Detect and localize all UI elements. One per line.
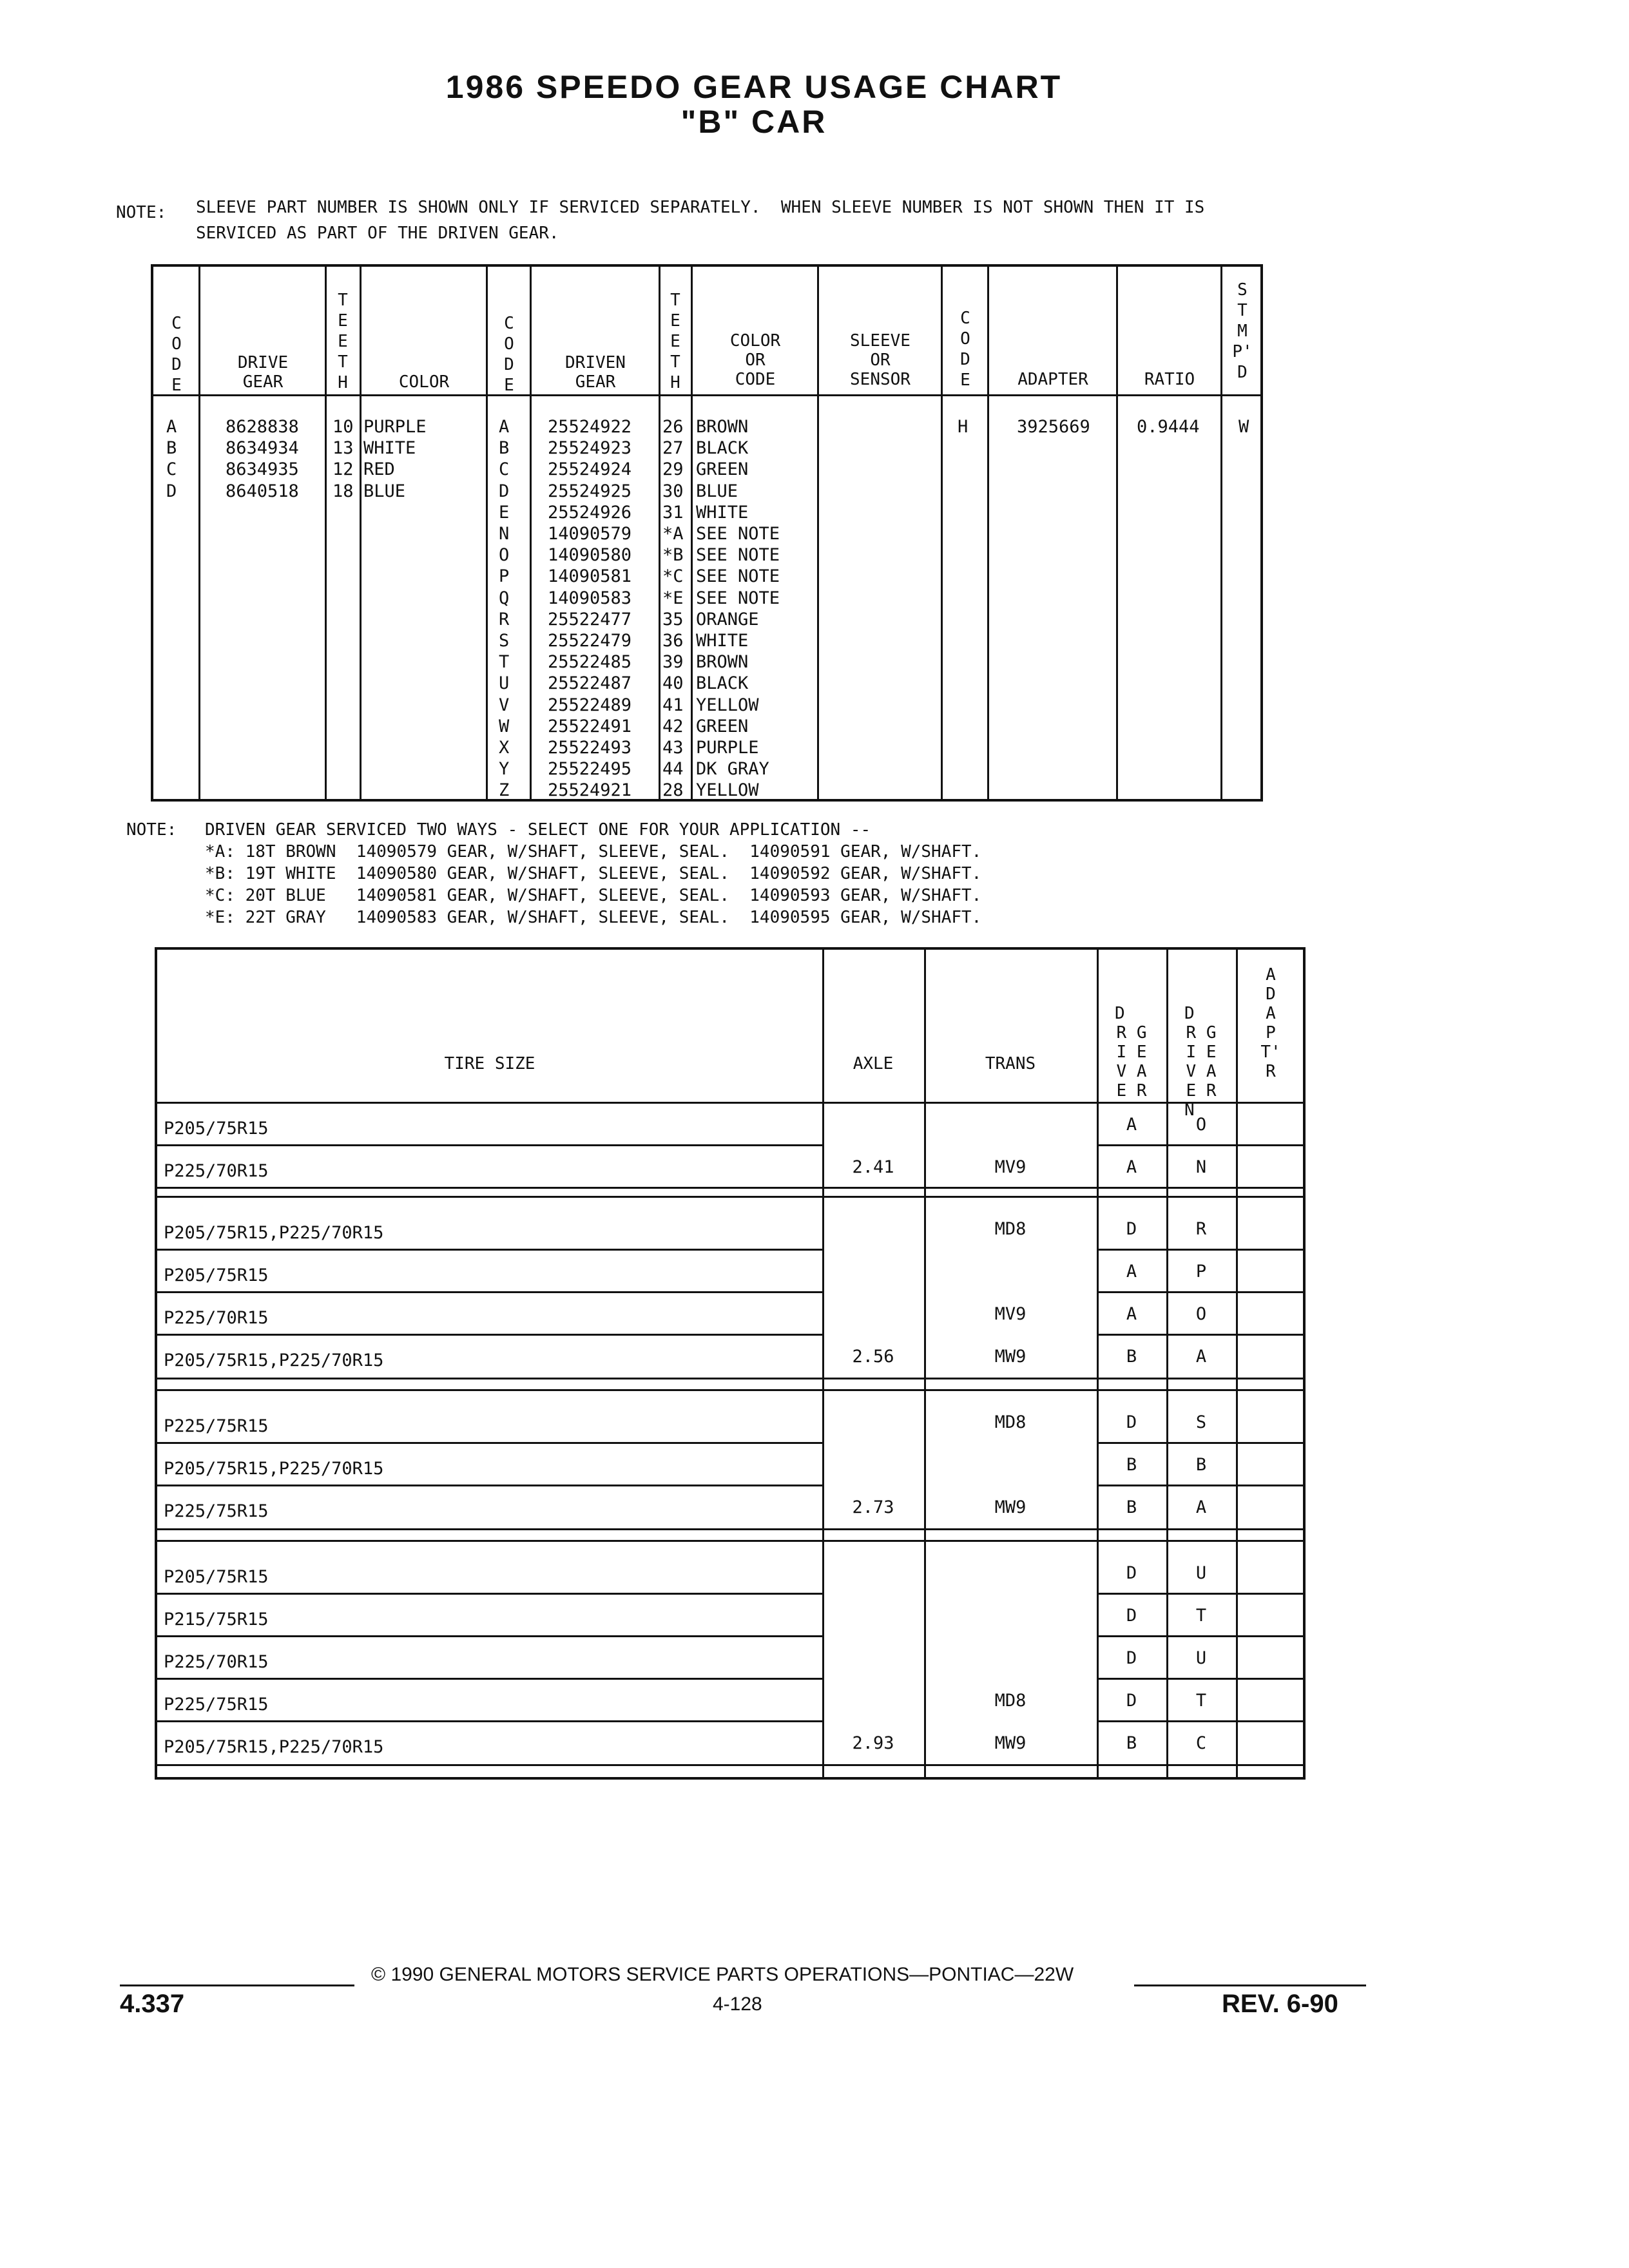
table-cell: 27 (662, 438, 684, 459)
drive-cell: A (1126, 1115, 1137, 1135)
table-cell: RED (363, 459, 395, 480)
drive-cell: B (1126, 1347, 1137, 1367)
table-cell: 8634935 (226, 459, 299, 480)
table-cell: 25522487 (548, 673, 632, 694)
table-cell: 14090580 (548, 545, 632, 566)
table-cell: BLACK (696, 438, 749, 459)
table-cell: E (499, 502, 510, 523)
table-cell: 14090581 (548, 566, 632, 587)
table-cell: 25522479 (548, 631, 632, 651)
driven-cell: U (1195, 1563, 1207, 1583)
driven-cell: O (1195, 1304, 1207, 1324)
table-cell: BLACK (696, 673, 749, 694)
table-cell: 26 (662, 417, 684, 437)
table-cell: SEE NOTE (696, 524, 780, 544)
trans-cell: MD8 (994, 1219, 1027, 1239)
tire-size-cell: P205/75R15 (164, 1567, 269, 1587)
table-cell: 25522489 (548, 695, 632, 715)
trans-cell: MV9 (994, 1157, 1027, 1177)
header-adapter: A D A P T' R (1260, 965, 1281, 1081)
footer-copyright: © 1990 GENERAL MOTORS SERVICE PARTS OPERATIONS—PONTIAC—22W (371, 1964, 1074, 1985)
table-cell: P (499, 566, 510, 587)
tire-size-cell: P205/75R15,P225/70R15 (164, 1223, 384, 1243)
table-cell: 18 (333, 481, 354, 501)
axle-cell: 2.41 (852, 1157, 894, 1177)
tire-size-cell: P205/75R15 (164, 1119, 269, 1139)
drive-cell: D (1126, 1563, 1137, 1583)
adapter-stmpd: W (1239, 417, 1249, 437)
header-stmpd: S T M P' D (1232, 280, 1253, 382)
page-title: 1986 SPEEDO GEAR USAGE CHART (445, 69, 1063, 105)
note2-line-a: *A: 18T BROWN 14090579 GEAR, W/SHAFT, SLEEVE, SEAL. 14090591 GEAR, W/SHAFT. (205, 842, 982, 861)
axle-cell: 2.73 (852, 1497, 894, 1517)
header-color-1: COLOR (398, 372, 450, 392)
tire-size-cell: P225/70R15 (164, 1308, 269, 1328)
tire-size-cell: P205/75R15,P225/70R15 (164, 1737, 384, 1757)
table-cell: 25522491 (548, 716, 632, 736)
table-cell: SEE NOTE (696, 588, 780, 608)
table-cell: N (499, 524, 510, 544)
driven-cell: S (1195, 1412, 1207, 1432)
table-cell: *A (662, 524, 684, 544)
trans-cell: MW9 (994, 1733, 1027, 1753)
table-cell: SEE NOTE (696, 566, 780, 587)
table-cell: *E (662, 588, 684, 608)
header-drive-gear: D R G I E V A E R (1115, 1004, 1147, 1100)
drive-cell: D (1126, 1219, 1137, 1239)
table-cell: 42 (662, 716, 684, 736)
table-cell: Y (499, 759, 510, 780)
table-cell: 36 (662, 631, 684, 651)
driven-cell: T (1195, 1606, 1207, 1626)
adapter-code: H (958, 417, 969, 437)
drive-cell: A (1126, 1304, 1137, 1324)
header-driven-gear: DRIVEN GEAR (565, 353, 626, 392)
tire-size-cell: P225/70R15 (164, 1652, 269, 1672)
note-line-1: SLEEVE PART NUMBER IS SHOWN ONLY IF SERVICED SEPARATELY. WHEN SLEEVE NUMBER IS NOT SHOWN THEN IT IS (196, 198, 1205, 217)
header-adapter: ADAPTER (1017, 370, 1088, 389)
table-cell: 35 (662, 609, 684, 629)
table-cell: GREEN (696, 459, 749, 480)
trans-cell: MD8 (994, 1691, 1027, 1711)
table-cell: PURPLE (363, 417, 427, 437)
table-cell: 29 (662, 459, 684, 480)
table-cell: 25522495 (548, 759, 632, 780)
footer-revision: REV. 6-90 (1222, 1990, 1338, 2018)
driven-cell: O (1195, 1115, 1207, 1135)
note-label: NOTE: (116, 203, 167, 222)
header-driven-gear: D R G I E V A E R N (1184, 1004, 1217, 1120)
table-cell: 8628838 (226, 417, 299, 437)
trans-cell: MW9 (994, 1347, 1027, 1367)
axle-cell: 2.56 (852, 1347, 894, 1367)
driven-cell: P (1195, 1262, 1207, 1282)
driven-cell: T (1195, 1691, 1207, 1711)
table-cell: 39 (662, 652, 684, 673)
table-cell: BLUE (363, 481, 406, 501)
table-cell: R (499, 609, 510, 629)
header-trans: TRANS (985, 1054, 1036, 1073)
table-cell: W (499, 716, 510, 736)
table-cell: 25524921 (548, 780, 632, 801)
table-cell: 12 (333, 459, 354, 480)
table-cell: U (499, 673, 510, 694)
adapter-part-number: 3925669 (1017, 417, 1090, 437)
table-cell: 41 (662, 695, 684, 715)
table-cell: GREEN (696, 716, 749, 736)
tire-axle-gear-table (155, 947, 1306, 1780)
tire-size-cell: P215/75R15 (164, 1610, 269, 1629)
drive-cell: A (1126, 1157, 1137, 1177)
table-cell: 8640518 (226, 481, 299, 501)
note-line-2: SERVICED AS PART OF THE DRIVEN GEAR. (196, 224, 559, 243)
table-cell: YELLOW (696, 780, 759, 801)
header-ratio: RATIO (1144, 370, 1195, 389)
note2-label: NOTE: (126, 820, 177, 840)
trans-cell: MV9 (994, 1304, 1027, 1324)
table-cell: PURPLE (696, 738, 759, 758)
drive-cell: D (1126, 1412, 1137, 1432)
drive-cell: B (1126, 1733, 1137, 1753)
driven-cell: N (1195, 1157, 1207, 1177)
header-code-1: C O D E (171, 314, 182, 395)
table-cell: C (499, 459, 510, 480)
table-cell: WHITE (696, 631, 749, 651)
table-cell: *B (662, 545, 684, 566)
speedo-gear-table (151, 264, 1263, 802)
table-cell: T (499, 652, 510, 673)
table-cell: Z (499, 780, 510, 801)
tire-size-cell: P225/75R15 (164, 1501, 269, 1521)
table-cell: 44 (662, 759, 684, 780)
header-color-or-code: COLOR OR CODE (729, 331, 781, 389)
table-cell: BROWN (696, 652, 749, 673)
table-cell: 40 (662, 673, 684, 694)
table-cell: SEE NOTE (696, 545, 780, 566)
table-cell: A (166, 417, 177, 437)
header-sleeve-or-sensor: SLEEVE OR SENSOR (850, 331, 911, 389)
table-cell: B (499, 438, 510, 459)
header-teeth-1: T E E T H (338, 291, 348, 392)
trans-cell: MD8 (994, 1412, 1027, 1432)
table-cell: D (499, 481, 510, 501)
driven-cell: A (1195, 1347, 1207, 1367)
driven-color-column (696, 416, 780, 802)
table-cell: 25524926 (548, 502, 632, 523)
drive-cell: A (1126, 1262, 1137, 1282)
table-cell: 13 (333, 438, 354, 459)
header-drive-gear: DRIVE GEAR (237, 353, 289, 392)
footer-section-number: 4.337 (120, 1990, 185, 2018)
tire-size-cell: P225/75R15 (164, 1416, 269, 1436)
table-cell: 8634934 (226, 438, 299, 459)
note2-intro: DRIVEN GEAR SERVICED TWO WAYS - SELECT ONE FOR YOUR APPLICATION -- (205, 820, 871, 840)
adapter-ratio: 0.9444 (1137, 417, 1200, 437)
trans-cell: MW9 (994, 1497, 1027, 1517)
table-cell: 25522477 (548, 609, 632, 629)
note2-line-c: *C: 20T BLUE 14090581 GEAR, W/SHAFT, SLEEVE, SEAL. 14090593 GEAR, W/SHAFT. (205, 886, 982, 905)
driven-cell: A (1195, 1497, 1207, 1517)
tire-size-cell: P205/75R15 (164, 1265, 269, 1285)
driven-cell: C (1195, 1733, 1207, 1753)
drive-cell: D (1126, 1648, 1137, 1668)
table-cell: 25524922 (548, 417, 632, 437)
drive-code-column (166, 416, 177, 502)
table-cell: WHITE (363, 438, 416, 459)
table-cell: 25524923 (548, 438, 632, 459)
table-cell: 14090583 (548, 588, 632, 608)
drive-cell: B (1126, 1497, 1137, 1517)
header-teeth-2: T E E T H (670, 291, 680, 392)
footer-page-number: 4-128 (713, 1994, 762, 2015)
tire-size-cell: P205/75R15,P225/70R15 (164, 1350, 384, 1370)
table-cell: 25524924 (548, 459, 632, 480)
table-cell: A (499, 417, 510, 437)
header-tire-size: TIRE SIZE (444, 1054, 535, 1073)
table-cell: S (499, 631, 510, 651)
tire-size-cell: P205/75R15,P225/70R15 (164, 1459, 384, 1479)
drive-cell: B (1126, 1455, 1137, 1475)
table-cell: ORANGE (696, 609, 759, 629)
driven-cell: R (1195, 1219, 1207, 1239)
driven-cell: U (1195, 1648, 1207, 1668)
table-cell: YELLOW (696, 695, 759, 715)
table-cell: 14090579 (548, 524, 632, 544)
tire-size-cell: P225/75R15 (164, 1695, 269, 1715)
drive-cell: D (1126, 1691, 1137, 1711)
table-cell: Q (499, 588, 510, 608)
table-cell: B (166, 438, 177, 459)
table-cell: BLUE (696, 481, 738, 501)
table-cell: 10 (333, 417, 354, 437)
page-subtitle: "B" CAR (680, 104, 827, 140)
table-cell: DK GRAY (696, 759, 769, 780)
tire-size-cell: P225/70R15 (164, 1161, 269, 1181)
table-cell: WHITE (696, 502, 749, 523)
note2-line-b: *B: 19T WHITE 14090580 GEAR, W/SHAFT, SLEEVE, SEAL. 14090592 GEAR, W/SHAFT. (205, 864, 982, 883)
table-cell: D (166, 481, 177, 501)
drive-teeth-column (333, 416, 354, 502)
table-cell: X (499, 738, 510, 758)
driven-code-column (499, 416, 509, 802)
table-cell: 25522493 (548, 738, 632, 758)
table-cell: V (499, 695, 510, 715)
header-axle: AXLE (853, 1054, 894, 1073)
table-cell: 28 (662, 780, 684, 801)
table-cell: 30 (662, 481, 684, 501)
table-cell: O (499, 545, 510, 566)
header-code-2: C O D E (504, 314, 514, 395)
drive-cell: D (1126, 1606, 1137, 1626)
driven-cell: B (1195, 1455, 1207, 1475)
table-cell: C (166, 459, 177, 480)
driven-gear-column (548, 416, 631, 802)
drive-color-column (363, 416, 427, 502)
note2-line-e: *E: 22T GRAY 14090583 GEAR, W/SHAFT, SLEEVE, SEAL. 14090595 GEAR, W/SHAFT. (205, 908, 982, 927)
table-cell: 25522485 (548, 652, 632, 673)
drive-gear-column (226, 416, 299, 502)
table-cell: 31 (662, 502, 684, 523)
table-cell: BROWN (696, 417, 749, 437)
table-cell: 43 (662, 738, 684, 758)
header-code-3: C O D E (960, 309, 970, 390)
table-cell: 25524925 (548, 481, 632, 501)
axle-cell: 2.93 (852, 1733, 894, 1753)
table-cell: *C (662, 566, 684, 587)
driven-teeth-column (662, 416, 684, 802)
